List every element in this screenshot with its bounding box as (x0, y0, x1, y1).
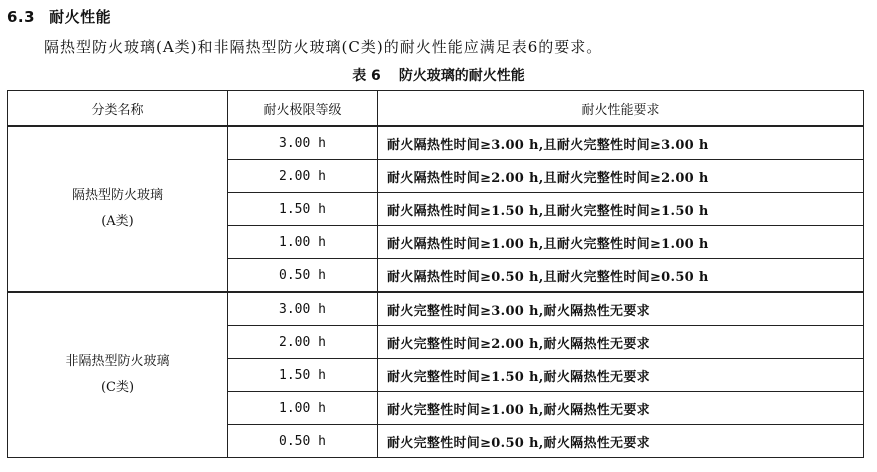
requirement-cell: 耐火完整性时间≥0.50 h,耐火隔热性无要求 (378, 425, 864, 458)
table-caption-number: 表 6 (352, 68, 381, 84)
section-title: 耐火性能 (49, 8, 112, 26)
requirement-cell: 耐火完整性时间≥2.00 h,耐火隔热性无要求 (378, 326, 864, 359)
category-code: (A类) (101, 214, 134, 229)
requirement-cell: 耐火隔热性时间≥0.50 h,且耐火完整性时间≥0.50 h (378, 259, 864, 293)
grade-cell: 3.00 h (228, 292, 378, 326)
header-category: 分类名称 (8, 91, 228, 127)
grade-cell: 0.50 h (228, 425, 378, 458)
body-paragraph: 隔热型防火玻璃(A类)和非隔热型防火玻璃(C类)的耐火性能应满足表6的要求。 (44, 38, 603, 56)
requirement-cell: 耐火隔热性时间≥1.50 h,且耐火完整性时间≥1.50 h (378, 193, 864, 226)
requirement-cell: 耐火隔热性时间≥2.00 h,且耐火完整性时间≥2.00 h (378, 160, 864, 193)
category-cell-c (8, 292, 228, 458)
requirement-cell: 耐火完整性时间≥3.00 h,耐火隔热性无要求 (378, 292, 864, 326)
grade-cell: 2.00 h (228, 160, 378, 193)
table-caption-title: 防火玻璃的耐火性能 (398, 68, 525, 84)
grade-cell: 1.50 h (228, 359, 378, 392)
category-cell-a (8, 126, 228, 292)
header-grade: 耐火极限等级 (228, 91, 378, 127)
table-row (8, 292, 864, 326)
category-name: 隔热型防火玻璃 (71, 188, 163, 203)
requirement-cell: 耐火完整性时间≥1.00 h,耐火隔热性无要求 (378, 392, 864, 425)
grade-cell: 1.00 h (228, 392, 378, 425)
section-number: 6.3 (7, 8, 36, 26)
grade-cell: 3.00 h (228, 126, 378, 160)
grade-cell: 0.50 h (228, 259, 378, 293)
category-code: (C类) (100, 380, 135, 395)
header-requirement: 耐火性能要求 (378, 91, 864, 127)
grade-cell: 2.00 h (228, 326, 378, 359)
category-name: 非隔热型防火玻璃 (65, 354, 170, 369)
requirement-cell: 耐火隔热性时间≥1.00 h,且耐火完整性时间≥1.00 h (378, 226, 864, 259)
table-header-row (8, 91, 864, 127)
requirement-cell: 耐火完整性时间≥1.50 h,耐火隔热性无要求 (378, 359, 864, 392)
table-caption (0, 65, 877, 85)
grade-cell: 1.50 h (228, 193, 378, 226)
grade-cell: 1.00 h (228, 226, 378, 259)
requirement-cell: 耐火隔热性时间≥3.00 h,且耐火完整性时间≥3.00 h (378, 126, 864, 160)
section-heading (7, 6, 111, 27)
table-row (8, 126, 864, 160)
fire-resistance-table (7, 90, 864, 458)
